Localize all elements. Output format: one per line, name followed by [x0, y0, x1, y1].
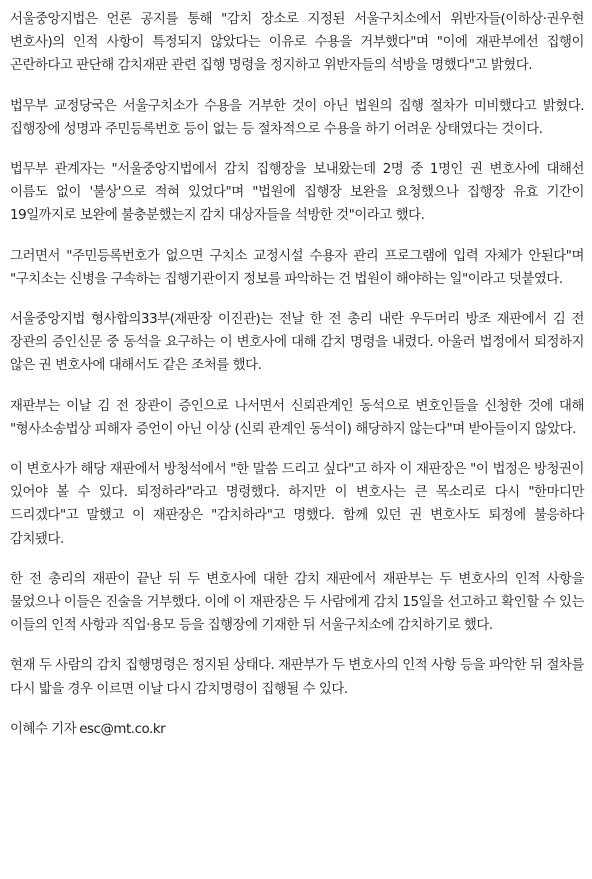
article-paragraph-9: 현재 두 사람의 감치 집행명령은 정지된 상태다. 재판부가 두 변호사의 인적 사항 등을 파악한 뒤 절차를 다시 밟을 경우 이르면 이날 다시 감치명령이 집행될 수 있다.	[10, 658, 584, 697]
article-paragraph-3: 법무부 관계자는 "서울중앙지법에서 감치 집행장을 보내왔는데 2명 중 1명인 권 변호사에 대해선 이름도 없이 '불상'으로 적혀 있었다"며 "법원에 집행장 보완을 요청했으나 집행장 유효 기간이 19일까지로 보완에 불충분했는지 감치 대상자들을 석방한 것"이라고 했다.	[10, 162, 584, 224]
article-paragraph-4: 그러면서 "주민등록번호가 없으면 구치소 교정시설 수용자 관리 프로그램에 입력 자체가 안된다"며 "구치소는 신병을 구속하는 집행기관이지 정보를 파악하는 건 법원이 해야하는 일"이라고 덧붙였다.	[10, 248, 584, 287]
article-paragraph-8: 한 전 총리의 재판이 끝난 뒤 두 변호사에 대한 감치 재판에서 재판부는 두 변호사의 인적 사항을 물었으나 이들은 진술을 거부했다. 이에 이 재판장은 두 사람에게 감치 15일을 선고하고 확인할 수 있는 이들의 인적 사항과 직업·용모 등을 집행장에 기재한 뒤 서울구치소에 감치하기로 했다.	[10, 571, 584, 634]
byline-author: 이혜수 기자	[10, 721, 77, 737]
article-paragraph-7: 이 변호사가 해당 재판에서 방청석에서 "한 말씀 드리고 싶다"고 하자 이 재판장은 "이 법정은 방청권이 있어야 볼 수 있다. 퇴정하라"라고 명령했다. 하지만 이 변호사는 큰 목소리로 다시 "한마디만 드리겠다"고 말했고 이 재판장은 "감치하라"고 명했다. 함께 있던 권 변호사도 퇴정에 불응하다 감치됐다.	[10, 462, 584, 547]
article-paragraph-1: 서울중앙지법은 언론 공지를 통해 "감치 장소로 지정된 서울구치소에서 위반자들(이하상·권우현 변호사)의 인적 사항이 특정되지 않았다는 이유로 수용을 거부했다"며 "이에 재판부에선 집행이 곤란하다고 판단해 감치재판 관련 집행 명령을 정지하고 위반자들의 석방을 명했다"고 밝혔다.	[10, 12, 584, 74]
article-paragraph-5: 서울중앙지법 형사합의33부(재판장 이진관)는 전날 한 전 총리 내란 우두머리 방조 재판에서 김 전 장관의 증인신문 중 동석을 요구하는 이 변호사에 대해 감치 명령을 내렸다. 아울러 법정에서 퇴정하지 않은 권 변호사에 대해서도 같은 조처를 했다.	[10, 312, 584, 374]
byline	[10, 718, 584, 741]
article-paragraph-2: 법무부 교정당국은 서울구치소가 수용을 거부한 것이 아닌 법원의 집행 절차가 미비했다고 밝혔다. 집행장에 성명과 주민등록번호 등이 없는 등 절차적으로 수용을 하기 어려운 상태였다는 것이다.	[10, 98, 584, 137]
byline-email: esc@mt.co.kr	[79, 721, 166, 737]
article-paragraph-6: 재판부는 이날 김 전 장관이 증인으로 나서면서 신뢰관계인 동석으로 변호인들을 신청한 것에 대해 "형사소송법상 피해자 증언이 아닌 이상 (신뢰 관계인 동석이) 해당하지 않는다"며 받아들이지 않았다.	[10, 398, 584, 437]
